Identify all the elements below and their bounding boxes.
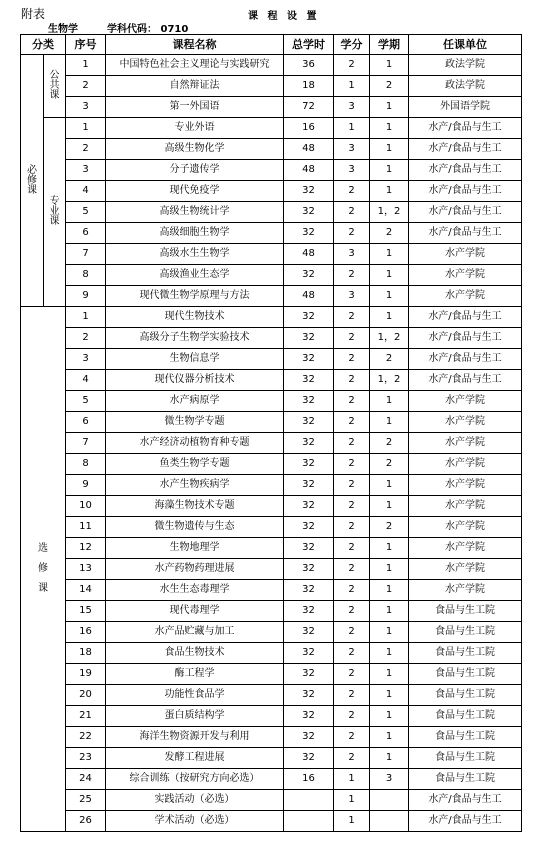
cell-course-name: 水产经济动植物育种专题 xyxy=(106,433,284,454)
cell-term: 2 xyxy=(370,433,409,454)
cell-term: 1 xyxy=(370,559,409,580)
cell-course-name: 现代仪器分析技术 xyxy=(106,370,284,391)
cell-term: 1 xyxy=(370,160,409,181)
cell-term: 1 xyxy=(370,496,409,517)
cell-total-hours: 32 xyxy=(284,643,334,664)
table-row xyxy=(21,265,522,286)
cell-term: 1 xyxy=(370,685,409,706)
cell-total-hours: 32 xyxy=(284,475,334,496)
cell-number: 13 xyxy=(66,559,106,580)
cell-unit: 水产学院 xyxy=(409,433,522,454)
cell-course-name: 现代生物技术 xyxy=(106,307,284,328)
cell-unit: 食品与生工院 xyxy=(409,664,522,685)
cell-number: 24 xyxy=(66,769,106,790)
cell-number: 19 xyxy=(66,664,106,685)
cell-term: 1，2 xyxy=(370,370,409,391)
cell-credits: 3 xyxy=(334,139,370,160)
cell-course-name: 中国特色社会主义理论与实践研究 xyxy=(106,55,284,76)
col-header-total-hours: 总学时 xyxy=(284,35,334,55)
cell-term: 1，2 xyxy=(370,328,409,349)
col-header-category: 分类 xyxy=(21,35,66,55)
cell-credits: 3 xyxy=(334,244,370,265)
cell-credits: 1 xyxy=(334,790,370,811)
cell-unit: 水产学院 xyxy=(409,475,522,496)
cell-number: 2 xyxy=(66,328,106,349)
cell-total-hours: 32 xyxy=(284,727,334,748)
table-row xyxy=(21,160,522,181)
cell-credits: 2 xyxy=(334,328,370,349)
cell-unit: 食品与生工院 xyxy=(409,748,522,769)
cell-unit: 水产学院 xyxy=(409,265,522,286)
cell-term: 1 xyxy=(370,118,409,139)
table-row xyxy=(21,349,522,370)
cell-number: 2 xyxy=(66,139,106,160)
cell-term: 1 xyxy=(370,412,409,433)
cell-course-name: 发酵工程进展 xyxy=(106,748,284,769)
category-required: 必 修 课 xyxy=(21,55,44,307)
table-row xyxy=(21,370,522,391)
cell-credits: 2 xyxy=(334,475,370,496)
subject-name: 生物学 xyxy=(48,24,78,35)
cell-term: 1 xyxy=(370,748,409,769)
cell-course-name: 海藻生物技术专题 xyxy=(106,496,284,517)
cell-unit: 食品与生工院 xyxy=(409,769,522,790)
cell-total-hours: 72 xyxy=(284,97,334,118)
cell-unit: 食品与生工院 xyxy=(409,685,522,706)
cell-term: 1 xyxy=(370,601,409,622)
appendix-label: 附表 xyxy=(21,7,46,21)
cell-total-hours: 32 xyxy=(284,433,334,454)
cell-unit: 水产/食品与生工 xyxy=(409,202,522,223)
cell-total-hours: 32 xyxy=(284,559,334,580)
cell-number: 5 xyxy=(66,391,106,412)
cell-credits: 2 xyxy=(334,307,370,328)
cell-term: 1 xyxy=(370,139,409,160)
cell-total-hours: 18 xyxy=(284,76,334,97)
cell-term: 1 xyxy=(370,706,409,727)
cell-number: 3 xyxy=(66,160,106,181)
table-row xyxy=(21,601,522,622)
cell-course-name: 蛋白质结构学 xyxy=(106,706,284,727)
cell-credits: 2 xyxy=(334,370,370,391)
cell-credits: 2 xyxy=(334,727,370,748)
cell-credits: 2 xyxy=(334,223,370,244)
cell-total-hours: 32 xyxy=(284,706,334,727)
col-header-credits: 学分 xyxy=(334,35,370,55)
cell-course-name: 水产药物药理进展 xyxy=(106,559,284,580)
cell-unit: 水产/食品与生工 xyxy=(409,790,522,811)
cell-course-name: 水产生物疾病学 xyxy=(106,475,284,496)
category-major: 专 业 课 xyxy=(44,118,66,307)
col-header-term: 学期 xyxy=(370,35,409,55)
cell-number: 21 xyxy=(66,706,106,727)
cell-number: 4 xyxy=(66,181,106,202)
cell-credits: 1 xyxy=(334,76,370,97)
cell-term: 2 xyxy=(370,349,409,370)
cell-term: 1，2 xyxy=(370,202,409,223)
table-row xyxy=(21,769,522,790)
cell-total-hours: 32 xyxy=(284,454,334,475)
cell-number: 12 xyxy=(66,538,106,559)
table-row xyxy=(21,811,522,832)
table-row xyxy=(21,517,522,538)
cell-number: 8 xyxy=(66,265,106,286)
header-row xyxy=(21,35,522,55)
cell-term: 1 xyxy=(370,97,409,118)
cell-course-name: 高级水生生物学 xyxy=(106,244,284,265)
cell-number: 7 xyxy=(66,433,106,454)
page-title: 课 程 设 置 xyxy=(248,11,320,22)
cell-term: 1 xyxy=(370,538,409,559)
cell-credits: 2 xyxy=(334,496,370,517)
table-row xyxy=(21,412,522,433)
table-row xyxy=(21,97,522,118)
cell-unit: 水产/食品与生工 xyxy=(409,139,522,160)
cell-unit: 水产/食品与生工 xyxy=(409,307,522,328)
cell-total-hours xyxy=(284,811,334,832)
cell-term: 1 xyxy=(370,475,409,496)
cell-course-name: 实践活动（必选） xyxy=(106,790,284,811)
cell-number: 6 xyxy=(66,223,106,244)
cell-course-name: 水产品贮藏与加工 xyxy=(106,622,284,643)
table-row xyxy=(21,55,522,76)
cell-unit: 水产学院 xyxy=(409,391,522,412)
table-row xyxy=(21,538,522,559)
table-row xyxy=(21,475,522,496)
cell-course-name: 高级细胞生物学 xyxy=(106,223,284,244)
cell-course-name: 功能性食品学 xyxy=(106,685,284,706)
cell-course-name: 水产病原学 xyxy=(106,391,284,412)
table-row xyxy=(21,328,522,349)
table-row xyxy=(21,559,522,580)
cell-unit: 水产学院 xyxy=(409,286,522,307)
cell-number: 10 xyxy=(66,496,106,517)
cell-total-hours: 32 xyxy=(284,265,334,286)
table-row xyxy=(21,643,522,664)
cell-unit: 水产/食品与生工 xyxy=(409,328,522,349)
cell-unit: 水产/食品与生工 xyxy=(409,349,522,370)
cell-unit: 食品与生工院 xyxy=(409,706,522,727)
cell-number: 5 xyxy=(66,202,106,223)
table-row xyxy=(21,496,522,517)
cell-course-name: 海洋生物资源开发与利用 xyxy=(106,727,284,748)
cell-credits: 2 xyxy=(334,748,370,769)
cell-total-hours: 32 xyxy=(284,664,334,685)
cell-credits: 2 xyxy=(334,706,370,727)
cell-number: 1 xyxy=(66,118,106,139)
cell-course-name: 微生物遗传与生态 xyxy=(106,517,284,538)
cell-credits: 2 xyxy=(334,664,370,685)
subject-code: 学科代码： 0710 xyxy=(107,24,189,35)
cell-unit: 水产/食品与生工 xyxy=(409,160,522,181)
cell-credits: 2 xyxy=(334,685,370,706)
cell-course-name: 现代微生物学原理与方法 xyxy=(106,286,284,307)
table-row xyxy=(21,76,522,97)
cell-credits: 2 xyxy=(334,391,370,412)
cell-unit: 水产学院 xyxy=(409,580,522,601)
cell-credits: 2 xyxy=(334,55,370,76)
cell-total-hours: 32 xyxy=(284,307,334,328)
cell-total-hours xyxy=(284,790,334,811)
cell-number: 6 xyxy=(66,412,106,433)
cell-credits: 3 xyxy=(334,286,370,307)
cell-unit: 外国语学院 xyxy=(409,97,522,118)
cell-unit: 水产学院 xyxy=(409,244,522,265)
cell-term: 3 xyxy=(370,769,409,790)
category-elective: 选 修 课 xyxy=(21,307,66,832)
cell-total-hours: 16 xyxy=(284,118,334,139)
col-header-unit: 任课单位 xyxy=(409,35,522,55)
cell-credits: 2 xyxy=(334,580,370,601)
cell-credits: 2 xyxy=(334,538,370,559)
cell-unit: 水产/食品与生工 xyxy=(409,370,522,391)
table-row xyxy=(21,139,522,160)
category-public: 公 共 课 xyxy=(44,55,66,118)
cell-total-hours: 32 xyxy=(284,496,334,517)
cell-number: 1 xyxy=(66,307,106,328)
table-row xyxy=(21,202,522,223)
cell-course-name: 高级渔业生态学 xyxy=(106,265,284,286)
cell-term: 1 xyxy=(370,664,409,685)
table-row xyxy=(21,286,522,307)
cell-term: 1 xyxy=(370,286,409,307)
table-row xyxy=(21,223,522,244)
cell-number: 25 xyxy=(66,790,106,811)
table-body xyxy=(21,55,522,832)
cell-total-hours: 32 xyxy=(284,538,334,559)
cell-course-name: 生物信息学 xyxy=(106,349,284,370)
cell-term: 1 xyxy=(370,622,409,643)
cell-unit: 水产/食品与生工 xyxy=(409,811,522,832)
cell-course-name: 高级生物化学 xyxy=(106,139,284,160)
cell-unit: 水产学院 xyxy=(409,496,522,517)
cell-course-name: 第一外国语 xyxy=(106,97,284,118)
cell-number: 7 xyxy=(66,244,106,265)
cell-unit: 食品与生工院 xyxy=(409,727,522,748)
cell-course-name: 综合训练（按研究方向必选） xyxy=(106,769,284,790)
cell-course-name: 现代毒理学 xyxy=(106,601,284,622)
cell-course-name: 分子遗传学 xyxy=(106,160,284,181)
cell-total-hours: 32 xyxy=(284,202,334,223)
cell-unit: 政法学院 xyxy=(409,55,522,76)
table-row xyxy=(21,118,522,139)
table-row xyxy=(21,391,522,412)
cell-course-name: 微生物学专题 xyxy=(106,412,284,433)
table-row xyxy=(21,307,522,328)
cell-course-name: 高级分子生物学实验技术 xyxy=(106,328,284,349)
cell-term: 2 xyxy=(370,517,409,538)
cell-term: 2 xyxy=(370,454,409,475)
cell-credits: 2 xyxy=(334,265,370,286)
cell-total-hours: 16 xyxy=(284,769,334,790)
cell-number: 1 xyxy=(66,55,106,76)
cell-credits: 2 xyxy=(334,517,370,538)
cell-course-name: 鱼类生物学专题 xyxy=(106,454,284,475)
cell-unit: 水产学院 xyxy=(409,412,522,433)
cell-number: 9 xyxy=(66,475,106,496)
table-row xyxy=(21,748,522,769)
cell-number: 8 xyxy=(66,454,106,475)
cell-term: 1 xyxy=(370,643,409,664)
cell-number: 11 xyxy=(66,517,106,538)
cell-total-hours: 48 xyxy=(284,286,334,307)
cell-credits: 3 xyxy=(334,97,370,118)
cell-credits: 1 xyxy=(334,769,370,790)
cell-number: 23 xyxy=(66,748,106,769)
cell-total-hours: 32 xyxy=(284,622,334,643)
cell-number: 3 xyxy=(66,349,106,370)
cell-total-hours: 32 xyxy=(284,412,334,433)
cell-total-hours: 32 xyxy=(284,685,334,706)
table-row xyxy=(21,622,522,643)
table-row xyxy=(21,664,522,685)
cell-number: 22 xyxy=(66,727,106,748)
cell-course-name: 专业外语 xyxy=(106,118,284,139)
cell-unit: 水产/食品与生工 xyxy=(409,181,522,202)
cell-unit: 水产/食品与生工 xyxy=(409,118,522,139)
cell-unit: 食品与生工院 xyxy=(409,622,522,643)
cell-course-name: 高级生物统计学 xyxy=(106,202,284,223)
table-row xyxy=(21,706,522,727)
cell-total-hours: 32 xyxy=(284,391,334,412)
table-row xyxy=(21,727,522,748)
cell-term xyxy=(370,790,409,811)
cell-term: 1 xyxy=(370,181,409,202)
table-row xyxy=(21,685,522,706)
cell-total-hours: 32 xyxy=(284,517,334,538)
cell-unit: 水产学院 xyxy=(409,517,522,538)
cell-credits: 2 xyxy=(334,559,370,580)
cell-term: 1 xyxy=(370,307,409,328)
cell-term xyxy=(370,811,409,832)
cell-credits: 2 xyxy=(334,643,370,664)
cell-total-hours: 32 xyxy=(284,748,334,769)
cell-course-name: 现代免疫学 xyxy=(106,181,284,202)
cell-credits: 2 xyxy=(334,433,370,454)
cell-unit: 水产学院 xyxy=(409,454,522,475)
cell-course-name: 自然辩证法 xyxy=(106,76,284,97)
cell-total-hours: 48 xyxy=(284,244,334,265)
table-row xyxy=(21,181,522,202)
cell-unit: 水产学院 xyxy=(409,559,522,580)
table-row xyxy=(21,433,522,454)
cell-total-hours: 32 xyxy=(284,370,334,391)
cell-total-hours: 48 xyxy=(284,160,334,181)
cell-credits: 2 xyxy=(334,454,370,475)
table-row xyxy=(21,580,522,601)
cell-course-name: 食品生物技术 xyxy=(106,643,284,664)
cell-number: 15 xyxy=(66,601,106,622)
cell-total-hours: 48 xyxy=(284,139,334,160)
cell-course-name: 酶工程学 xyxy=(106,664,284,685)
col-header-course-name: 课程名称 xyxy=(106,35,284,55)
table-row xyxy=(21,454,522,475)
cell-number: 3 xyxy=(66,97,106,118)
cell-number: 26 xyxy=(66,811,106,832)
cell-term: 1 xyxy=(370,580,409,601)
cell-term: 1 xyxy=(370,55,409,76)
col-header-number: 序号 xyxy=(66,35,106,55)
cell-unit: 水产学院 xyxy=(409,538,522,559)
cell-total-hours: 32 xyxy=(284,601,334,622)
cell-number: 20 xyxy=(66,685,106,706)
cell-term: 2 xyxy=(370,76,409,97)
cell-credits: 2 xyxy=(334,412,370,433)
cell-unit: 食品与生工院 xyxy=(409,601,522,622)
cell-credits: 1 xyxy=(334,118,370,139)
cell-term: 1 xyxy=(370,244,409,265)
table-row xyxy=(21,790,522,811)
cell-term: 1 xyxy=(370,391,409,412)
cell-term: 2 xyxy=(370,223,409,244)
cell-number: 18 xyxy=(66,643,106,664)
cell-total-hours: 32 xyxy=(284,181,334,202)
cell-number: 4 xyxy=(66,370,106,391)
cell-term: 1 xyxy=(370,265,409,286)
cell-total-hours: 32 xyxy=(284,328,334,349)
cell-course-name: 水生生态毒理学 xyxy=(106,580,284,601)
cell-credits: 2 xyxy=(334,601,370,622)
cell-total-hours: 32 xyxy=(284,223,334,244)
cell-total-hours: 32 xyxy=(284,349,334,370)
cell-course-name: 学术活动（必选） xyxy=(106,811,284,832)
cell-credits: 2 xyxy=(334,181,370,202)
cell-credits: 2 xyxy=(334,349,370,370)
table-row xyxy=(21,244,522,265)
cell-unit: 政法学院 xyxy=(409,76,522,97)
course-table xyxy=(20,34,522,832)
cell-unit: 食品与生工院 xyxy=(409,643,522,664)
cell-number: 9 xyxy=(66,286,106,307)
cell-number: 14 xyxy=(66,580,106,601)
cell-total-hours: 36 xyxy=(284,55,334,76)
cell-number: 2 xyxy=(66,76,106,97)
cell-term: 1 xyxy=(370,727,409,748)
cell-number: 16 xyxy=(66,622,106,643)
cell-total-hours: 32 xyxy=(284,580,334,601)
cell-credits: 2 xyxy=(334,622,370,643)
cell-credits: 3 xyxy=(334,160,370,181)
cell-credits: 1 xyxy=(334,811,370,832)
cell-credits: 2 xyxy=(334,202,370,223)
cell-unit: 水产/食品与生工 xyxy=(409,223,522,244)
cell-course-name: 生物地理学 xyxy=(106,538,284,559)
